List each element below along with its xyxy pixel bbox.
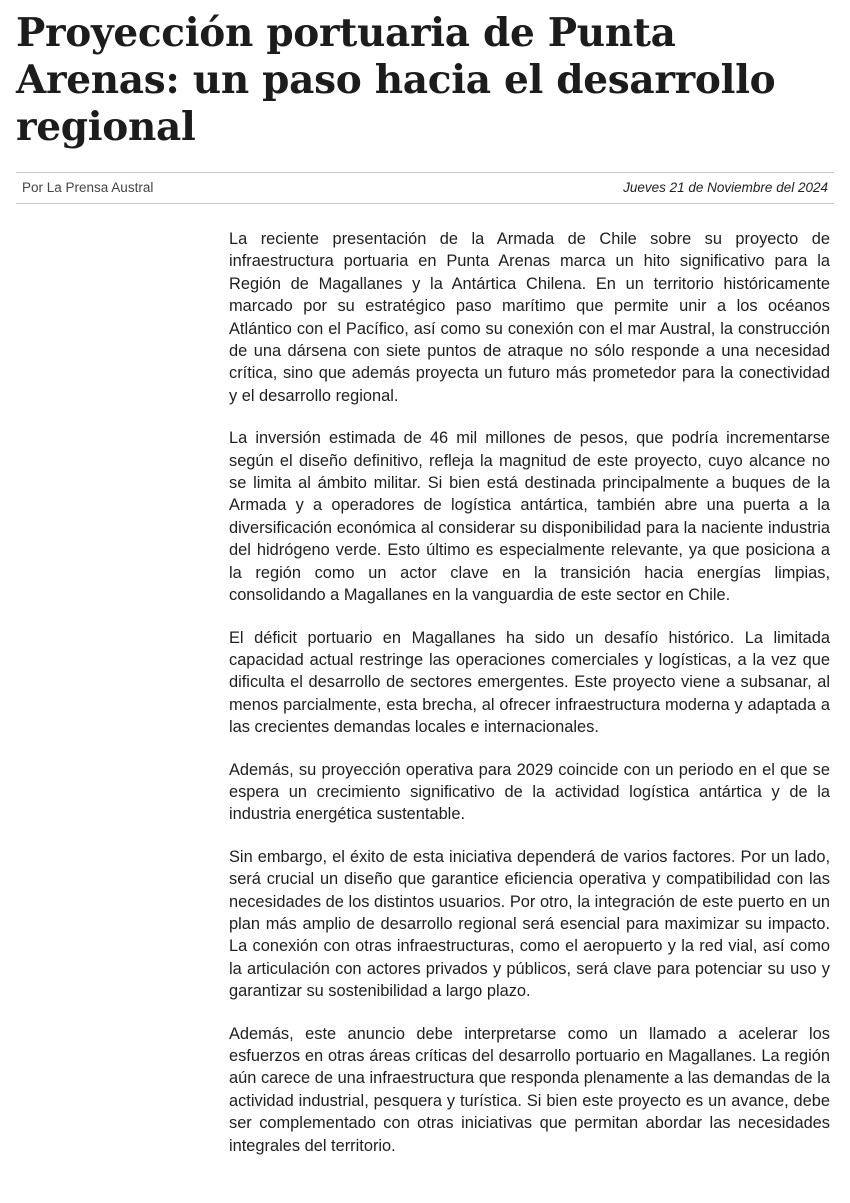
article-paragraph: El déficit portuario en Magallanes ha sido un desafío histórico. La limitada capacidad actual restringe las operaciones comerciales y logísticas, a la vez que dificulta el desarrollo de sectores emergentes. Este proyecto viene a subsanar, al menos parcialmente, esta brecha, al ofrecer infraestructura moderna y adaptada a las crecientes demandas locales e internacionales. — [229, 628, 830, 737]
article-body — [229, 228, 830, 1177]
article-paragraph: La reciente presentación de la Armada de Chile sobre su proyecto de infraestructura portuaria en Punta Arenas marca un hito significativo para la Región de Magallanes y la Antártica Chilena. En un territorio históricamente marcado por su estratégico paso marítimo que permite unir a los océanos Atlántico con el Pacífico, así como su conexión con el mar Austral, la construcción de una dársena con siete puntos de atraque no sólo responde a una necesidad crítica, sino que además proyecta un futuro más prometedor para la conectividad y el desarrollo regional. — [229, 230, 830, 405]
article-headline: Proyección portuaria de Punta Arenas: un paso hacia el desarrollo regional — [16, 10, 776, 150]
article-paragraph: Además, este anuncio debe interpretarse como un llamado a acelerar los esfuerzos en otras áreas críticas del desarrollo portuario en Magallanes. La región aún carece de una infraestructura que responda plenamente a las demandas de la actividad industrial, pesquera y turística. Si bien este proyecto es un avance, debe ser complementado con otras iniciativas que permitan abordar las necesidades integrales del territorio. — [229, 1024, 830, 1155]
byline-author: Por La Prensa Austral — [22, 180, 154, 195]
publication-date: Jueves 21 de Noviembre del 2024 — [623, 180, 828, 195]
article-paragraph: Sin embargo, el éxito de esta iniciativa dependerá de varios factores. Por un lado, será crucial un diseño que garantice eficiencia operativa y compatibilidad con las necesidades de los distintos usuarios. Por otro, la integración de este puerto en un plan más amplio de desarrollo regional será esencial para maximizar su impacto. La conexión con otras infraestructuras, como el aeropuerto y la red vial, así como la articulación con actores privados y públicos, será clave para potenciar su uso y garantizar su sostenibilidad a largo plazo. — [229, 847, 830, 1001]
byline-bar — [16, 172, 834, 204]
article-paragraph: La inversión estimada de 46 mil millones de pesos, que podría incrementarse según el diseño definitivo, refleja la magnitud de este proyecto, cuyo alcance no se limita al ámbito militar. Si bien está destinada principalmente a buques de la Armada y a operadores de logística antártica, también abre una puerta a la diversificación económica al considerar su disponibilidad para la naciente industria del hidrógeno verde. Esto último es especialmente relevante, ya que posiciona a la región como un actor clave en la transición hacia energías limpias, consolidando a Magallanes en la vanguardia de este sector en Chile. — [229, 429, 830, 605]
article-paragraph: Además, su proyección operativa para 2029 coincide con un periodo en el que se espera un crecimiento significativo de la actividad logística antártica y de la industria energética sustentable. — [229, 760, 830, 824]
